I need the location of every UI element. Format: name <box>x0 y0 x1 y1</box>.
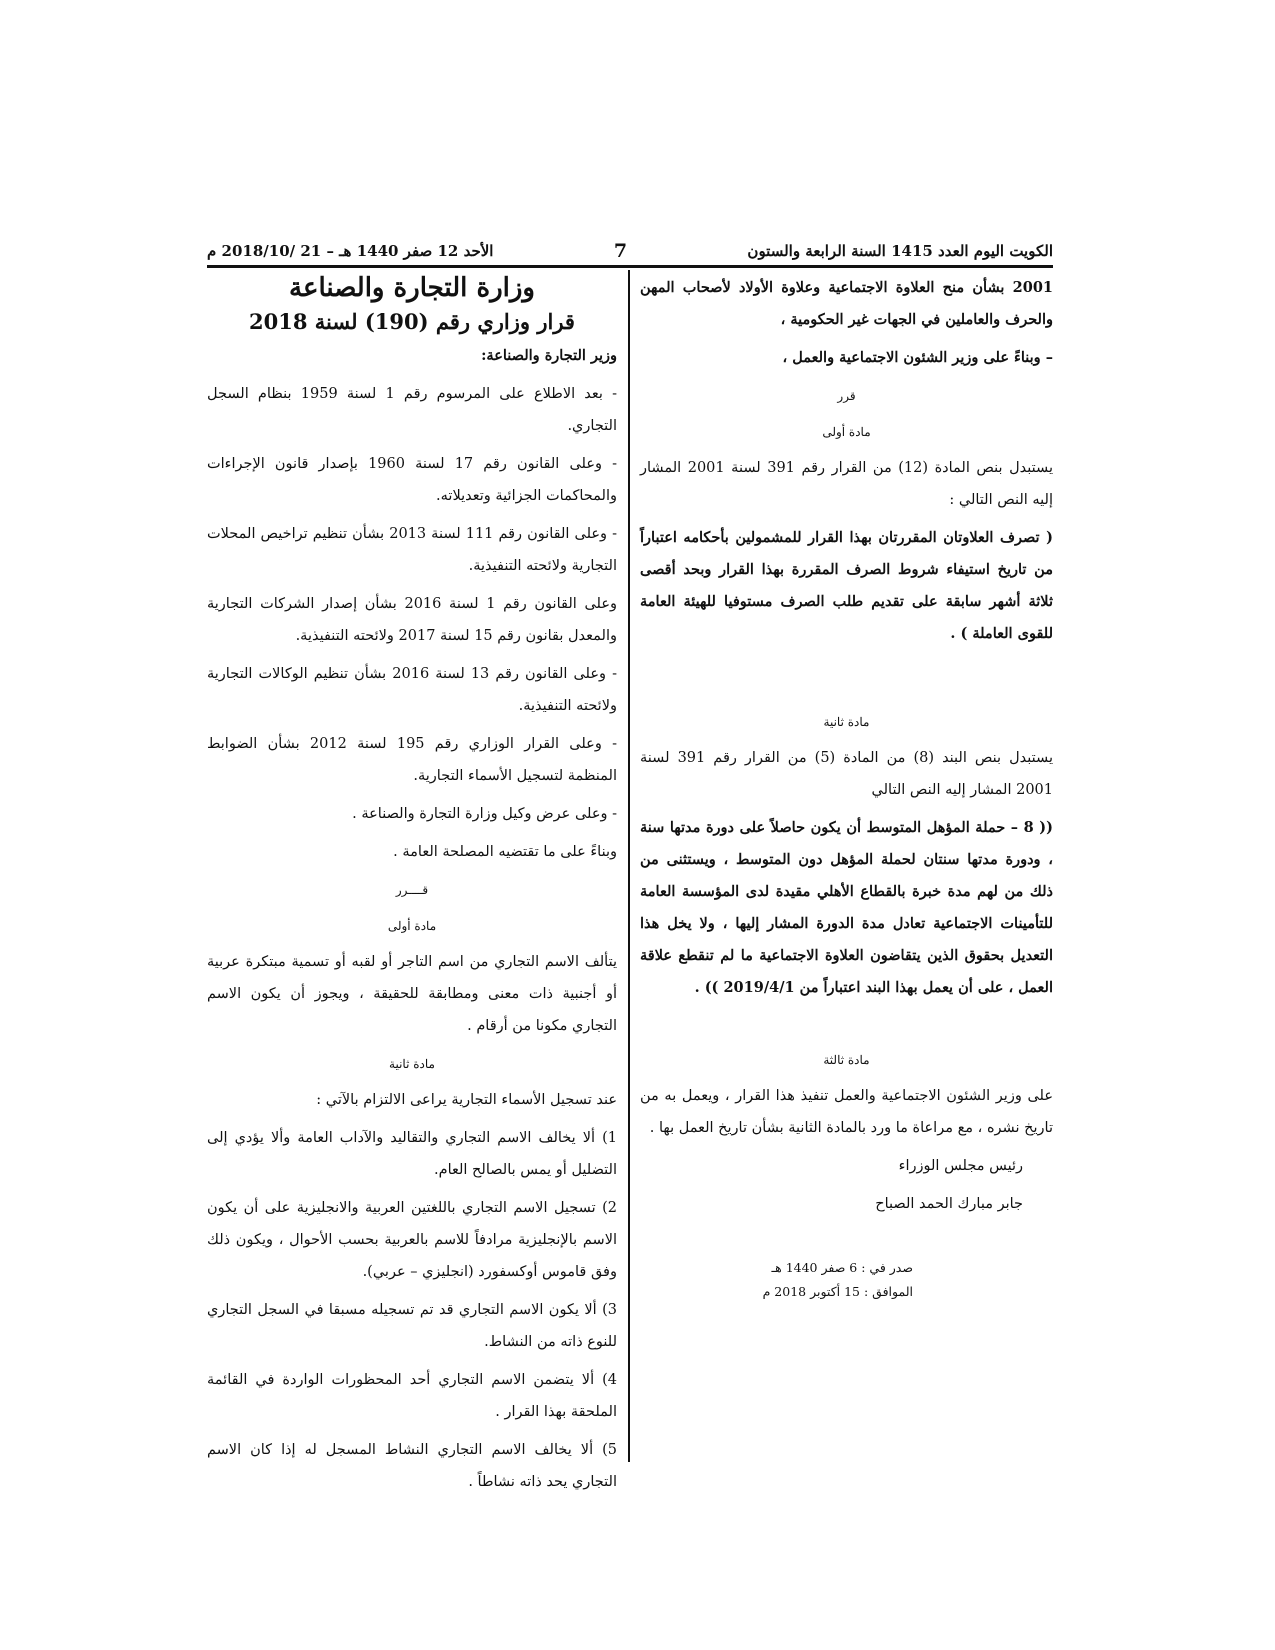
rule-item-4: 4) ألا يتضمن الاسم التجاري أحد المحظورات الواردة في القائمة الملحقة بهذا القرار . <box>207 1372 617 1420</box>
article-3-heading: مادة ثالثة <box>823 1053 870 1067</box>
gazette-date: الأحد 12 صفر 1440 هـ – 21 /2018/10 م <box>207 242 494 260</box>
spacer <box>640 656 1053 702</box>
recital-8: وبناءً على ما تقتضيه المصلحة العامة . <box>393 844 617 860</box>
signature-name: جابر مبارك الحمد الصباح <box>875 1196 1023 1212</box>
article-2-heading: مادة ثانية <box>389 1057 435 1071</box>
recital-6: - وعلى القرار الوزاري رقم 195 لسنة 2012 بشأن الضوابط المنظمة لتسجيل الأسماء التجارية. <box>207 736 617 784</box>
article-1-quote: ( تصرف العلاوتان المقررتان بهذا القرار للمشمولين بأحكامه اعتباراً من تاريخ استيفاء شروط الصرف المقررة بهذا القرار وبحد أقصى ثلاثة أشهر سابقة على تقديم طلب الصرف مستوفيا للهيئة العامة للقوى العاملة ) . <box>640 529 1053 642</box>
issue-date-block <box>640 1256 1053 1304</box>
decision-continuation: 2001 بشأن منح العلاوة الاجتماعية وعلاوة الأولاد لأصحاب المهن والحرف والعاملين في الجهات غير الحكومية ، <box>640 279 1053 328</box>
page-header <box>207 236 1053 266</box>
ministry-title: وزارة التجارة والصناعة <box>289 273 535 303</box>
article-1-heading: مادة أولى <box>822 425 871 439</box>
column-divider <box>628 270 630 1462</box>
rule-item-2: 2) تسجيل الاسم التجاري باللغتين العربية والانجليزية على أن يكون الاسم بالإنجليزية مرادفاً للاسم بالعربية بحسب الأحوال ، ويكون ذلك وفق قاموس أوكسفورد (انجليزي – عربي). <box>207 1200 617 1280</box>
article-2-intro: عند تسجيل الأسماء التجارية يراعى الالتزام بالآتي : <box>316 1092 617 1108</box>
rule-item-1: 1) ألا يخالف الاسم التجاري والتقاليد والآداب العامة وألا يؤدي إلى التضليل أو يمس بالصالح العام. <box>207 1130 617 1178</box>
rule-item-5: 5) ألا يخالف الاسم التجاري النشاط المسجل له إذا كان الاسم التجاري يحد ذاته نشاطاً . <box>207 1442 617 1490</box>
signature-title: رئيس مجلس الوزراء <box>898 1158 1023 1174</box>
decision-title: قرار وزاري رقم (190) لسنة 2018 <box>249 309 575 334</box>
decided-heading: قــــرر <box>395 883 429 897</box>
issued-gregorian-date: الموافق : 15 أكتوبر 2018 م <box>762 1284 913 1299</box>
recital-5: - وعلى القانون رقم 13 لسنة 2016 بشأن تنظيم الوكالات التجارية ولائحته التنفيذية. <box>207 666 617 714</box>
article-3-text: على وزير الشئون الاجتماعية والعمل تنفيذ هذا القرار ، ويعمل به من تاريخ نشره ، مع مراعاة ما ورد بالمادة الثانية بشأن تاريخ العمل بها . <box>640 1088 1053 1136</box>
spacer <box>640 1010 1053 1040</box>
article-1-text: يتألف الاسم التجاري من اسم التاجر أو لقبه أو تسمية مبتكرة عربية أو أجنبية ذات معنى ومطابقة للحقيقة ، ويجوز أن يكون الاسم التجاري مكونا من أرقام . <box>207 954 617 1034</box>
article-2-heading: مادة ثانية <box>823 715 870 729</box>
left-column <box>207 272 617 1504</box>
rule-item-3: 3) ألا يكون الاسم التجاري قد تم تسجيله مسبقا في السجل التجاري للنوع ذاته من النشاط. <box>207 1302 617 1350</box>
gazette-issue-info: الكويت اليوم العدد 1415 السنة الرابعة والستون <box>747 242 1053 260</box>
decided-heading: قرر <box>837 389 856 403</box>
page-number: 7 <box>613 240 628 262</box>
issued-hijri-date: صدر في : 6 صفر 1440 هـ <box>771 1260 913 1275</box>
article-2-quote: (( 8 – حملة المؤهل المتوسط أن يكون حاصلاً على دورة مدتها سنة ، ودورة مدتها سنتان لحملة المؤهل دون المتوسط ، ويستثنى من ذلك من لهم مدة خبرة بالقطاع الأهلي مقيدة لدى المؤسسة العامة للتأمينات الاجتماعية تعادل مدة الدورة المشار إليها ، ولا يخل هذا التعديل بحقوق الذين يتقاضون العلاوة الاجتماعية ما لم تنقطع علاقة العمل ، على أن يعمل بهذا البند اعتباراً من 2019/4/1 )) . <box>640 819 1053 996</box>
recital-7: - وعلى عرض وكيل وزارة التجارة والصناعة . <box>352 806 617 822</box>
spacer <box>640 1226 1053 1256</box>
recital-2: - وعلى القانون رقم 17 لسنة 1960 بإصدار قانون الإجراءات والمحاكمات الجزائية وتعديلاته. <box>207 456 617 504</box>
article-2-text: يستبدل بنص البند (8) من المادة (5) من القرار رقم 391 لسنة 2001 المشار إليه النص التالي <box>640 750 1054 798</box>
minister-line: وزير التجارة والصناعة: <box>481 347 617 364</box>
recital-3: - وعلى القانون رقم 111 لسنة 2013 بشأن تنظيم تراخيص المحلات التجارية ولائحته التنفيذية. <box>207 526 617 574</box>
article-1-text: يستبدل بنص المادة (12) من القرار رقم 391 لسنة 2001 المشار إليه النص التالي : <box>640 460 1053 508</box>
recital-4: وعلى القانون رقم 1 لسنة 2016 بشأن إصدار الشركات التجارية والمعدل بقانون رقم 15 لسنة 2017 ولائحته التنفيذية. <box>207 596 617 644</box>
header-rule <box>207 265 1053 268</box>
article-1-heading: مادة أولى <box>387 919 437 933</box>
recital-1: - بعد الاطلاع على المرسوم رقم 1 لسنة 1959 بنظام السجل التجاري. <box>207 386 617 434</box>
right-column <box>640 272 1053 1304</box>
recital-minister: – وبناءً على وزير الشئون الاجتماعية والعمل ، <box>782 349 1053 366</box>
